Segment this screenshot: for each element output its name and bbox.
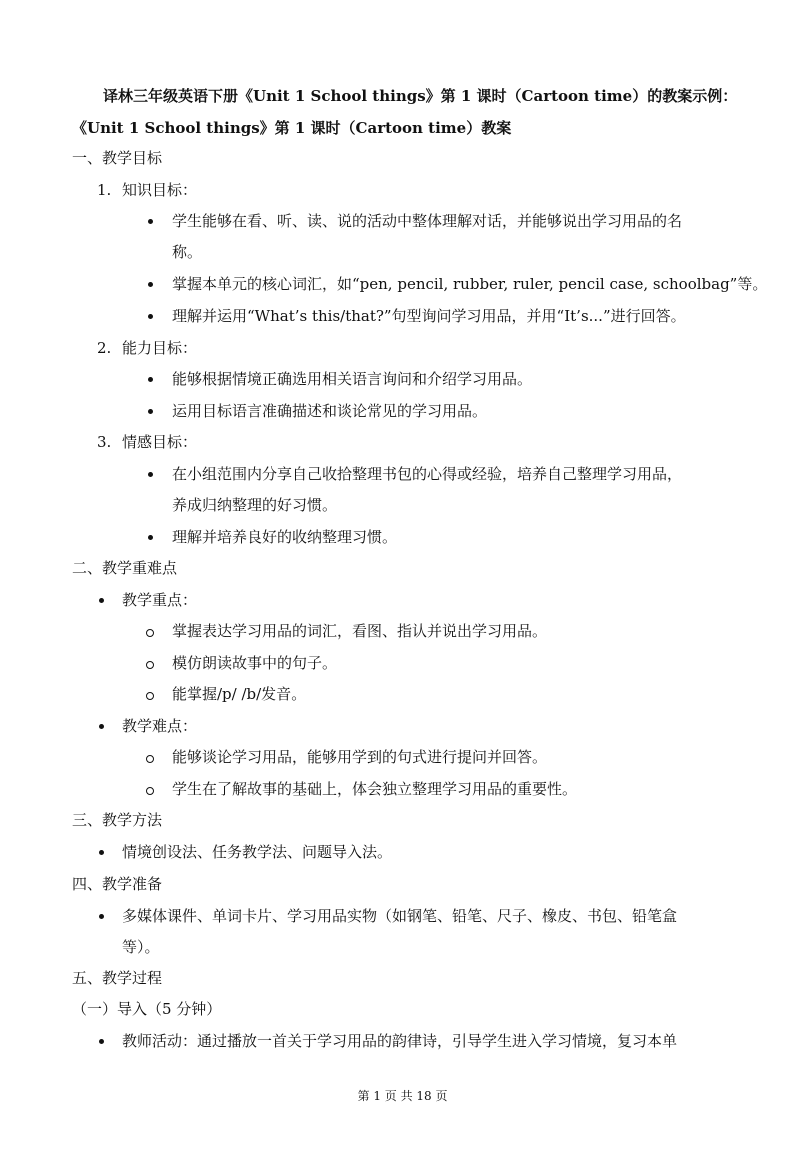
circle-bullet-icon [146, 755, 154, 763]
list-item: 运用目标语言准确描述和谈论常见的学习用品。 [172, 402, 488, 420]
section-heading-methods: 三、教学方法 [72, 811, 163, 829]
page-footer: 第 1 页 共 18 页 [357, 1089, 448, 1103]
bullet-icon [148, 472, 153, 477]
list-item: 掌握本单元的核心词汇，如“pen, pencil, rubber, ruler, pencil case, schoolbag”等。 [172, 275, 768, 293]
bullet-icon [99, 724, 104, 729]
bullet-icon [148, 219, 153, 224]
list-item: 模仿朗读故事中的句子。 [172, 654, 338, 672]
list-item: 在小组范围内分享自己收拾整理书包的心得或经验，培养自己整理学习用品， [172, 465, 683, 483]
list-number: 3. [97, 433, 112, 451]
lesson-plan-title: 《Unit 1 School things》第 1 课时（Cartoon time）教案 [72, 119, 512, 137]
subsection-heading-intro: （一）导入（5 分钟） [72, 1000, 222, 1018]
list-item: 情境创设法、任务教学法、问题导入法。 [122, 843, 393, 861]
teacher-activity-item [122, 1031, 677, 1051]
section-heading-objectives: 一、教学目标 [72, 149, 163, 167]
section-heading-preparation: 四、教学准备 [72, 875, 163, 893]
list-item: 能够根据情境正确选用相关语言询问和介绍学习用品。 [172, 370, 533, 388]
section-heading-key-points: 二、教学重难点 [72, 559, 178, 577]
circle-bullet-icon [146, 692, 154, 700]
list-item: 理解并运用“What’s this/that?”句型询问学习用品，并用“It’s...”进行回答。 [172, 307, 686, 325]
circle-bullet-icon [146, 661, 154, 669]
list-item: 学生能够在看、听、读、说的活动中整体理解对话，并能够说出学习用品的名 [172, 212, 683, 230]
bullet-icon [99, 1039, 104, 1044]
bullet-icon [99, 914, 104, 919]
list-item-continuation: 等）。 [122, 938, 160, 956]
teacher-activity-label: 教师活动： [122, 1032, 198, 1050]
list-item: 掌握表达学习用品的词汇，看图、指认并说出学习用品。 [172, 622, 548, 640]
list-item: 多媒体课件、单词卡片、学习用品实物（如钢笔、铅笔、尺子、橡皮、书包、铅笔盒 [122, 907, 678, 925]
list-item: 学生在了解故事的基础上，体会独立整理学习用品的重要性。 [172, 780, 578, 798]
document-title: 译林三年级英语下册《Unit 1 School things》第 1 课时（Cartoon time）的教案示例： [103, 87, 738, 105]
difficult-points-label: 教学难点： [122, 717, 198, 735]
circle-bullet-icon [146, 787, 154, 795]
bullet-icon [99, 598, 104, 603]
circle-bullet-icon [146, 629, 154, 637]
list-number: 1. [97, 181, 112, 199]
list-item-continuation: 称。 [172, 243, 203, 261]
list-item: 能够谈论学习用品，能够用学到的句式进行提问并回答。 [172, 748, 548, 766]
knowledge-objectives-label: 知识目标： [122, 181, 198, 199]
bullet-icon [148, 535, 153, 540]
list-item: 能掌握/p/ /b/发音。 [172, 685, 307, 703]
list-item: 理解并培养良好的收纳整理习惯。 [172, 528, 398, 546]
bullet-icon [148, 377, 153, 382]
teacher-activity-text: 通过播放一首关于学习用品的韵律诗，引导学生进入学习情境，复习本单 [197, 1032, 678, 1050]
key-points-label: 教学重点： [122, 591, 198, 609]
bullet-icon [148, 282, 153, 287]
bullet-icon [148, 314, 153, 319]
ability-objectives-label: 能力目标： [122, 339, 198, 357]
section-heading-process: 五、教学过程 [72, 969, 163, 987]
list-number: 2. [97, 339, 112, 357]
bullet-icon [148, 409, 153, 414]
list-item-continuation: 养成归纳整理的好习惯。 [172, 496, 338, 514]
bullet-icon [99, 850, 104, 855]
emotional-objectives-label: 情感目标： [122, 433, 198, 451]
